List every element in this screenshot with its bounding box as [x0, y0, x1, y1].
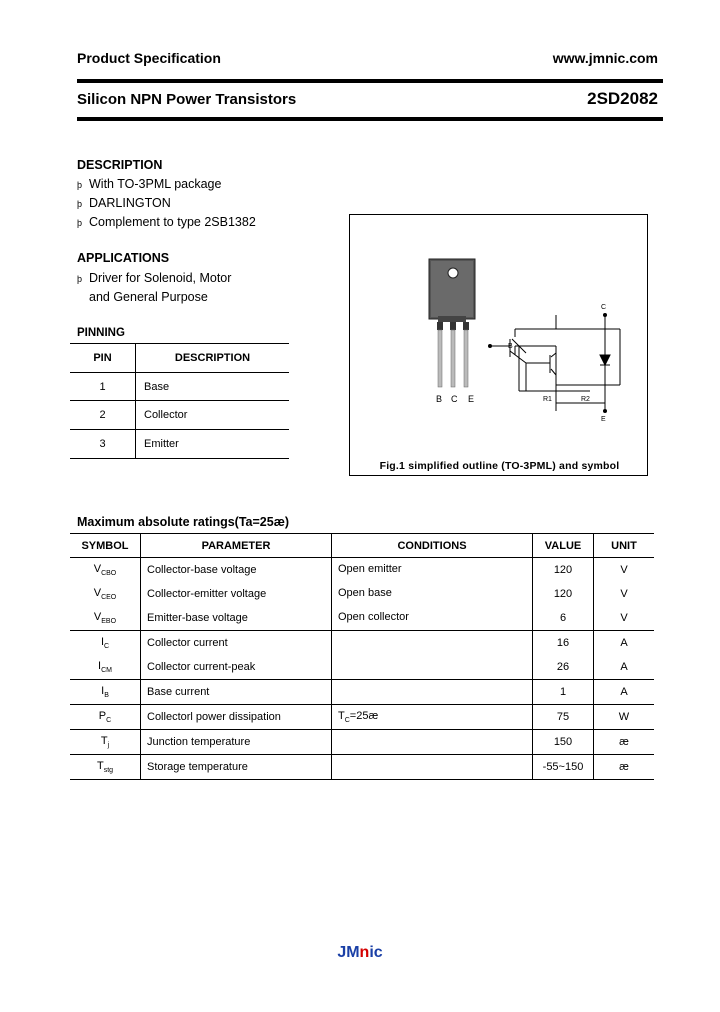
- rating-value: 120: [533, 558, 594, 583]
- part-number: 2SD2082: [587, 89, 658, 108]
- rating-parameter: Collector current-peak: [141, 655, 332, 680]
- pin-description: Base: [144, 381, 170, 393]
- bullet-icon: þ: [77, 274, 83, 284]
- applications-item: [77, 271, 231, 285]
- rating-parameter: Collector-base voltage: [141, 558, 332, 583]
- table-row: [70, 730, 654, 755]
- package-and-symbol-drawing: [350, 215, 647, 455]
- description-item: [77, 196, 171, 210]
- jmnic-logo: JMnic: [337, 944, 383, 961]
- parameter-column-header: PARAMETER: [141, 534, 332, 558]
- table-row: [70, 705, 654, 730]
- rating-unit: æ: [594, 730, 655, 755]
- applications-text-cont: and General Purpose: [89, 290, 208, 304]
- table-row: [70, 606, 654, 631]
- rating-unit: A: [594, 680, 655, 705]
- description-item-text: With TO-3PML package: [89, 177, 222, 191]
- rating-symbol: $I_C$: [70, 631, 141, 656]
- header-divider: [77, 79, 663, 83]
- table-row: [70, 680, 654, 705]
- rating-parameter: Collector current: [141, 631, 332, 656]
- rating-condition: $T_C=25æ$: [332, 705, 533, 730]
- table-row: [70, 401, 289, 430]
- table-row: [70, 582, 654, 606]
- description-item-text: DARLINGTON: [89, 196, 171, 210]
- rating-parameter: Collectorl power dissipation: [141, 705, 332, 730]
- darlington-symbol-icon: [490, 315, 620, 411]
- description-column-header: DESCRIPTION: [136, 344, 290, 373]
- rating-symbol: $I_{CM}$: [70, 655, 141, 680]
- unit-column-header: UNIT: [594, 534, 655, 558]
- description-heading: DESCRIPTION: [77, 158, 163, 172]
- rating-value: 75: [533, 705, 594, 730]
- pin-label-e: E: [468, 394, 475, 404]
- document-title: Silicon NPN Power Transistors: [77, 91, 297, 108]
- table-row: [70, 373, 289, 402]
- pin-row-divider: [70, 400, 289, 401]
- rating-unit: V: [594, 606, 655, 631]
- rating-parameter: Collector-emitter voltage: [141, 582, 332, 606]
- applications-heading: APPLICATIONS: [77, 251, 170, 265]
- rating-value: -55~150: [533, 755, 594, 780]
- table-row: [70, 655, 654, 680]
- rating-symbol: $V_{CEO}$: [70, 582, 141, 606]
- pin-number: 2: [70, 401, 136, 430]
- header-website[interactable]: www.jmnic.com: [552, 50, 658, 66]
- ratings-heading: Maximum absolute ratings(Ta=25æ): [77, 515, 289, 529]
- rating-value: 150: [533, 730, 594, 755]
- figure-box: [349, 214, 648, 476]
- rating-condition: [332, 680, 533, 705]
- rating-value: 26: [533, 655, 594, 680]
- pin-label-c: C: [451, 394, 458, 404]
- rating-unit: V: [620, 588, 628, 600]
- description-item: [77, 177, 221, 191]
- title-divider: [77, 117, 663, 121]
- ratings-table: [70, 533, 654, 780]
- resistor-label-r1: R1: [543, 396, 552, 403]
- rating-symbol: $V_{EBO}$: [70, 606, 141, 631]
- rating-value: 16: [533, 631, 594, 656]
- description-item-text: Complement to type 2SB1382: [89, 215, 256, 229]
- rating-condition: Open emitter: [332, 558, 533, 583]
- resistor-label-r2: R2: [581, 396, 590, 403]
- rating-parameter: Base current: [141, 680, 332, 705]
- pin-number: 3: [70, 430, 136, 459]
- rating-parameter: Junction temperature: [141, 730, 332, 755]
- symbol-label-e: E: [601, 416, 606, 423]
- rating-symbol: $V_{CBO}$: [70, 558, 141, 583]
- table-row: [70, 558, 654, 583]
- rating-value: 1: [533, 680, 594, 705]
- rating-unit: W: [594, 705, 655, 730]
- bullet-icon: þ: [77, 180, 83, 190]
- pinning-table: [70, 343, 289, 459]
- pin-description: Collector: [136, 401, 290, 430]
- conditions-column-header: CONDITIONS: [332, 534, 533, 558]
- rating-symbol: $T_j$: [70, 730, 141, 755]
- rating-condition: Open base: [332, 582, 533, 606]
- rating-value: 6: [533, 606, 594, 631]
- pin-number: 1: [70, 373, 136, 402]
- pin-column-header: PIN: [70, 344, 136, 373]
- rating-value: 120: [533, 582, 594, 606]
- rating-unit: A: [594, 655, 655, 680]
- rating-unit: æ: [594, 755, 655, 780]
- table-row: [70, 755, 654, 780]
- rating-symbol: $I_B$: [70, 680, 141, 705]
- rating-condition: [332, 755, 533, 780]
- table-row: [70, 631, 654, 656]
- figure-caption: Fig.1 simplified outline (TO-3PML) and symbol: [379, 460, 620, 472]
- symbol-label-c: C: [601, 304, 607, 311]
- rating-symbol: $T_{stg}$: [70, 755, 141, 780]
- rating-unit: A: [620, 637, 628, 649]
- bullet-icon: þ: [77, 199, 83, 209]
- symbol-column-header: SYMBOL: [70, 534, 141, 558]
- table-row: [70, 430, 289, 459]
- pin-description: Emitter: [136, 430, 290, 459]
- package-outline-icon: [429, 259, 475, 387]
- pinning-heading: PINNING: [77, 327, 125, 339]
- rating-parameter: Emitter-base voltage: [141, 606, 332, 631]
- value-column-header: VALUE: [533, 534, 594, 558]
- rating-parameter: Storage temperature: [141, 755, 332, 780]
- pin-label-b: B: [436, 394, 443, 404]
- bullet-icon: þ: [77, 218, 83, 228]
- rating-condition: [332, 730, 533, 755]
- rating-symbol: $P_C$: [70, 705, 141, 730]
- rating-condition: [332, 655, 533, 680]
- rating-unit: V: [620, 564, 628, 576]
- rating-condition: Open collector: [332, 606, 533, 631]
- description-item: [77, 215, 256, 229]
- rating-condition: [332, 631, 533, 656]
- header-product-spec: Product Specification: [77, 50, 221, 66]
- symbol-label-b: B: [508, 343, 513, 350]
- applications-text: Driver for Solenoid, Motor: [89, 271, 232, 285]
